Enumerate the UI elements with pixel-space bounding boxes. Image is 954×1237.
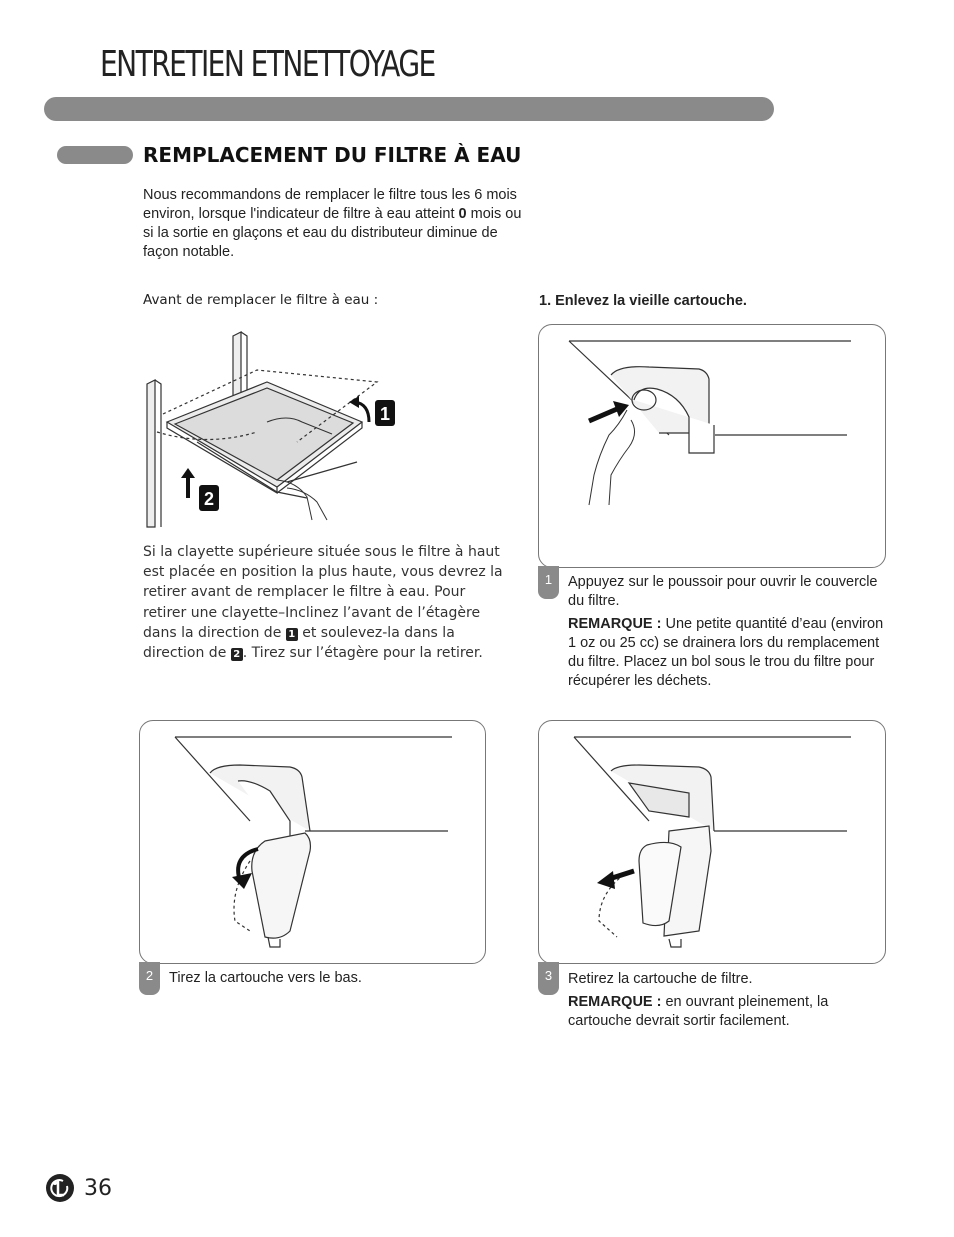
- step2-drawing: [140, 721, 485, 963]
- step2-text-block: [169, 969, 479, 992]
- shelf-illustration: [137, 322, 407, 537]
- step3-drawing: [539, 721, 885, 963]
- step3-number-tab: 3: [538, 962, 559, 995]
- step1-note: [568, 615, 884, 691]
- shelf-desc-text-1: Si la clayette supérieure située sous le filtre à haut est placée en position la plus haute, vous devrez la retirer avant de remplacer le filtre à eau. Pour retirer une clayette–Inclinez l’avant de l’étagère dans la direction de: [143, 544, 503, 641]
- section-title: REMPLACEMENT DU FILTRE À EAU: [143, 143, 522, 167]
- shelf-desc-text-3: . Tirez sur l’étagère pour la retirer.: [242, 645, 483, 662]
- shelf-removal-drawing: [137, 322, 407, 532]
- step1-text-block: [568, 573, 884, 695]
- intro-text-1: Nous recommandons de remplacer le filtre tous les 6 mois environ, lorsque l'indicateur de filtre à eau atteint: [143, 187, 517, 222]
- step3-note: [568, 993, 884, 1031]
- page-title: ENTRETIEN ETNETTOYAGE: [100, 44, 435, 85]
- step3-text-block: [568, 970, 884, 1035]
- step3-instruction: Retirez la cartouche de filtre.: [568, 971, 753, 987]
- step1-note-text: Une petite quantité d’eau (environ 1 oz ou 25 cc) se drainera lors du remplacement du filtre. Placez un bol sous le trou du filtre pour récupérer les déchets.: [568, 616, 884, 689]
- step1-instruction: Appuyez sur le poussoir pour ouvrir le couvercle du filtre.: [568, 574, 878, 609]
- header-bar: [44, 97, 774, 121]
- step2-number-tab: 2: [139, 962, 160, 995]
- lg-logo-icon: [45, 1173, 75, 1203]
- shelf-desc-num-2: 2: [231, 648, 243, 661]
- intro-bold-zero: 0: [458, 206, 467, 222]
- before-label: Avant de remplacer le filtre à eau :: [143, 292, 379, 308]
- step1-drawing: [539, 325, 885, 567]
- shelf-description: [143, 542, 508, 663]
- marker-1-label: 1: [379, 404, 391, 424]
- step2-instruction: Tirez la cartouche vers le bas.: [169, 970, 362, 986]
- intro-paragraph: [143, 186, 528, 262]
- step3-illustration-panel: [538, 720, 886, 964]
- step1-heading: 1. Enlevez la vieille cartouche.: [539, 293, 747, 309]
- marker-2-label: 2: [203, 489, 215, 509]
- step2-illustration-panel: [139, 720, 486, 964]
- page-number: 36: [84, 1176, 112, 1201]
- section-pill: [57, 146, 133, 164]
- shelf-desc-num-1: 1: [286, 628, 298, 641]
- step3-note-text: en ouvrant pleinement, la cartouche devrait sortir facilement.: [568, 994, 829, 1029]
- step1-number-tab: 1: [538, 566, 559, 599]
- step1-illustration-panel: [538, 324, 886, 568]
- intro-text-2: mois ou si la sortie en glaçons et eau du distributeur diminue de façon notable.: [143, 206, 522, 260]
- step3-note-label: REMARQUE :: [568, 994, 662, 1010]
- step1-note-label: REMARQUE :: [568, 616, 662, 632]
- shelf-desc-text-2: et soulevez-la dans la direction de: [143, 624, 455, 662]
